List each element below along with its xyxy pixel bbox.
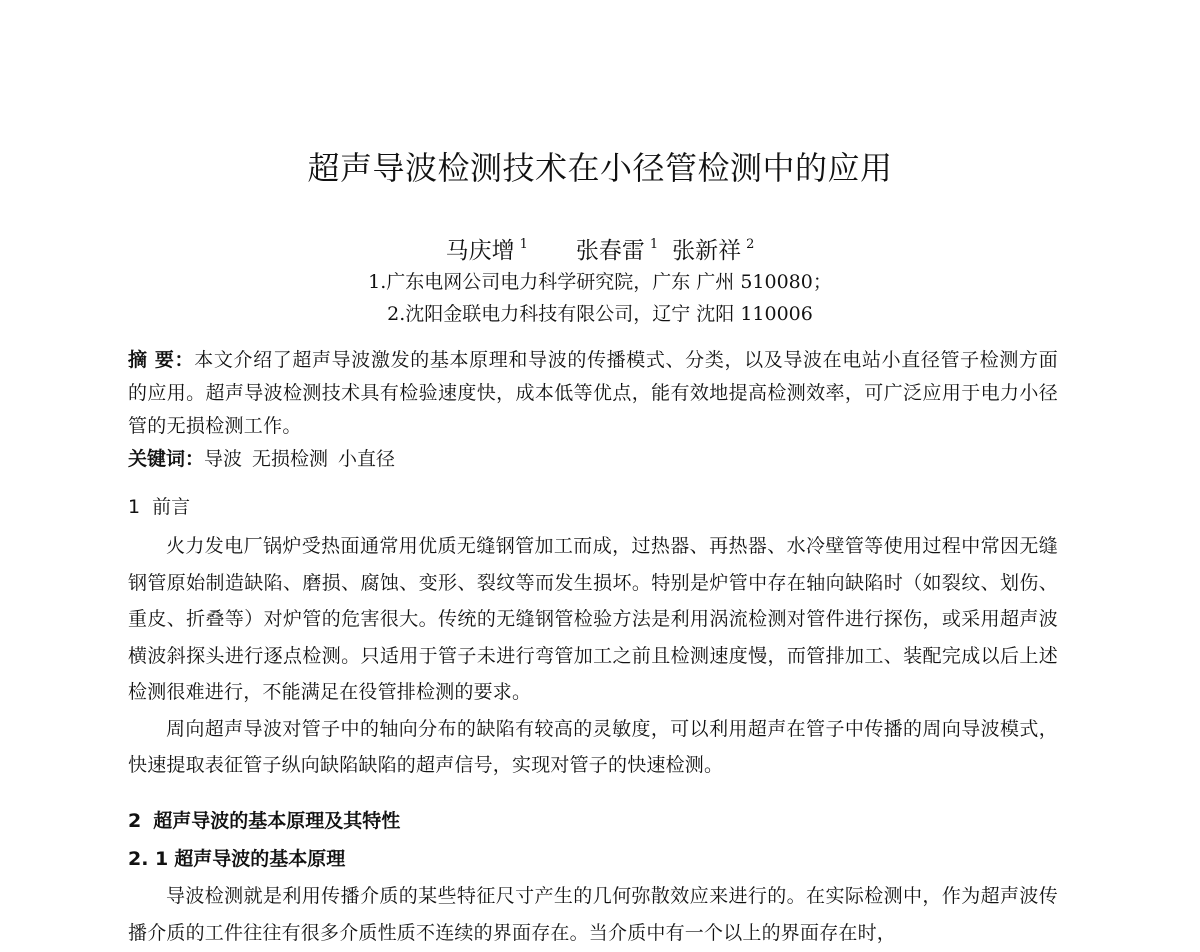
author-name: 张新祥: [672, 238, 742, 264]
keywords: [128, 443, 1058, 476]
keyword: 无损检测: [252, 448, 329, 470]
abstract-label: 摘 要：: [128, 349, 195, 371]
author-2: [576, 228, 658, 268]
abstract-text: 本文介绍了超声导波激发的基本原理和导波的传播模式、分类，以及导波在电站小直径管子检测方面的应用。超声导波检测技术具有检验速度快，成本低等优点，能有效地提高检测效率，可广泛应用于电力小径管的无损检测工作。: [128, 349, 1058, 437]
author-affiliation-mark: 1: [649, 237, 659, 252]
author-name: 张春雷: [575, 238, 645, 264]
keywords-label: 关键词：: [128, 448, 205, 470]
paragraph: 导波检测就是利用传播介质的某些特征尺寸产生的几何弥散效应来进行的。在实际检测中，作为超声波传播介质的工件往往有很多介质性质不连续的界面存在。当介质中有一个以上的界面存在时，: [128, 885, 1058, 944]
author-list: [0, 228, 1200, 268]
subsection-heading-2-1: [128, 844, 345, 874]
section-heading-2: [128, 806, 400, 836]
author-affiliation-mark: 2: [746, 237, 755, 252]
section-heading-1: [128, 492, 190, 522]
author-1: [446, 228, 528, 268]
affiliation-1: 1.广东电网公司电力科学研究院，广东 广州 510080；: [368, 271, 832, 293]
section-number: 2: [128, 810, 142, 832]
author-affiliation-mark: 1: [519, 237, 528, 252]
author-name: 马庆增: [445, 238, 515, 264]
subsection-number: 2. 1: [128, 848, 169, 870]
keyword: 小直径: [338, 448, 396, 470]
author-3: [672, 228, 754, 268]
paper-title: 超声导波检测技术在小径管检测中的应用: [307, 149, 893, 187]
section-title: 超声导波的基本原理及其特性: [153, 810, 401, 832]
paragraph: 火力发电厂锅炉受热面通常用优质无缝钢管加工而成，过热器、再热器、水冷壁管等使用过程中常因无缝钢管原始制造缺陷、磨损、腐蚀、变形、裂纹等而发生损坏。特别是炉管中存在轴向缺陷时（如裂纹、划伤、重皮、折叠等）对炉管的危害很大。传统的无缝钢管检验方法是利用涡流检测对管件进行探伤，或采用超声波横波斜探头进行逐点检测。只适用于管子未进行弯管加工之前且检测速度慢，而管排加工、装配完成以后上述检测很难进行，不能满足在役管排检测的要求。: [128, 535, 1058, 703]
abstract: [128, 344, 1058, 443]
affiliation-2: 2.沈阳金联电力科技有限公司，辽宁 沈阳 110006: [387, 303, 813, 325]
section-title: 前言: [152, 496, 191, 518]
subsection-title: 超声导波的基本原理: [174, 848, 346, 870]
paragraph: 周向超声导波对管子中的轴向分布的缺陷有较高的灵敏度，可以利用超声在管子中传播的周向导波模式，快速提取表征管子纵向缺陷缺陷的超声信号，实现对管子的快速检测。: [128, 717, 1058, 776]
section-number: 1: [128, 496, 141, 518]
section-1-body: [128, 528, 1058, 784]
keyword: 导波: [204, 448, 243, 470]
subsection-2-1-body: [128, 878, 1058, 951]
